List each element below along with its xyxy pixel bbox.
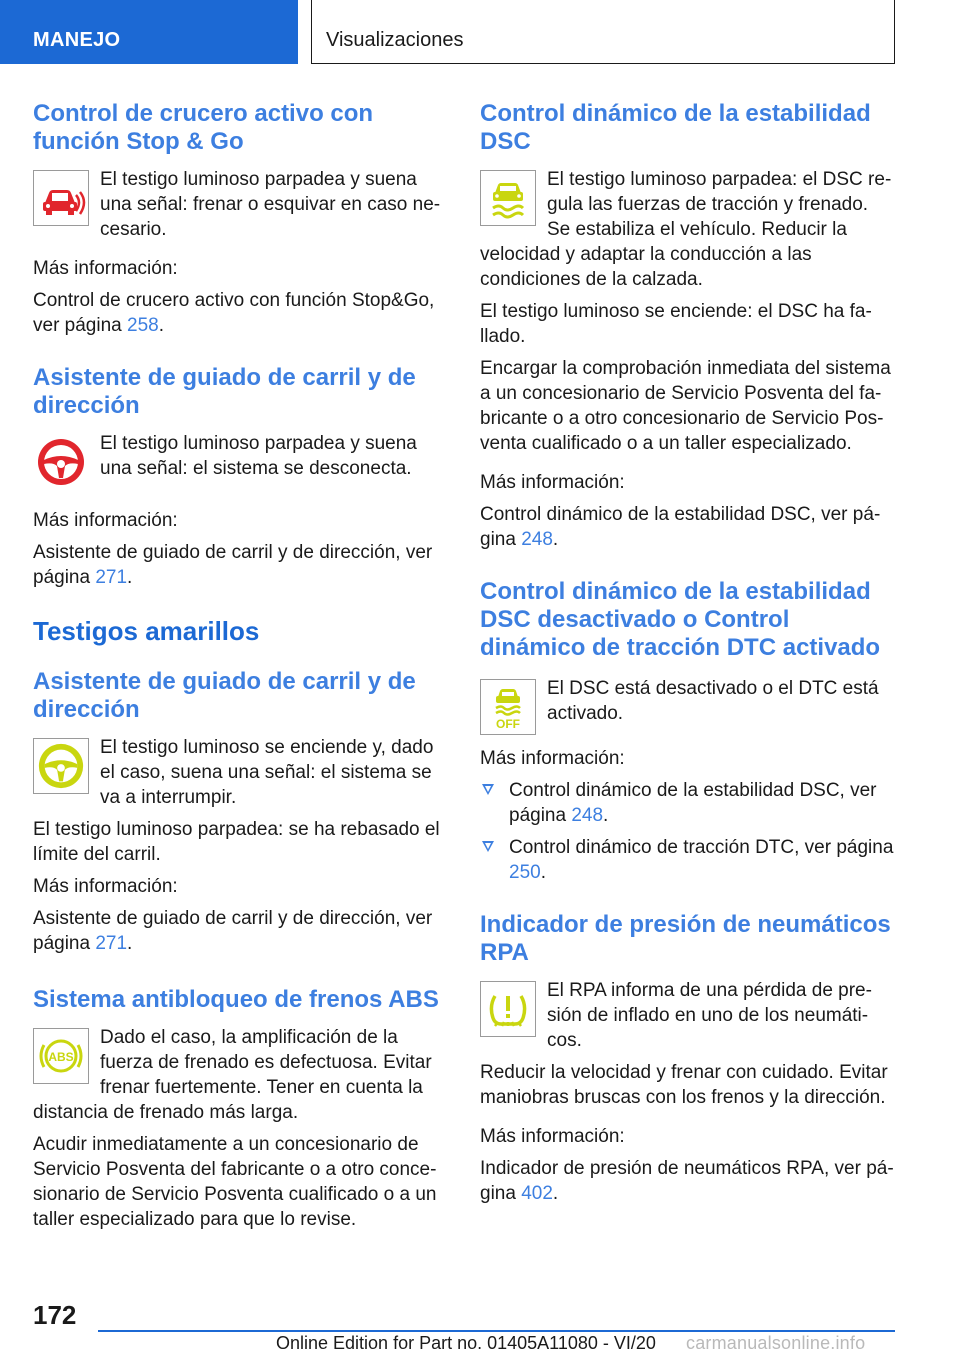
abs-icon-label: ABS xyxy=(48,1050,74,1064)
page-link-258[interactable]: 258 xyxy=(127,315,159,336)
page-link-248[interactable]: 248 xyxy=(521,529,553,550)
chapter-tab xyxy=(311,0,895,64)
heading-control-crucero: Control de crucero activo con función Stop & Go xyxy=(33,100,374,155)
section-tab xyxy=(0,0,298,64)
abs-warning-block xyxy=(33,1025,449,1125)
guiado-amarillo-icon-text: El testigo luminoso se enciende y, dado el caso, suena una señal: el sistema se va a interrumpir. xyxy=(100,737,434,808)
left-column xyxy=(33,100,449,1239)
guiado-amarillo-more-label: Más información: xyxy=(33,876,178,897)
dsc-off-icon xyxy=(480,679,536,735)
guiado-amarillo-warning-block xyxy=(33,735,449,810)
section-label: MANEJO xyxy=(33,29,121,51)
rpa-icon-text: El RPA informa de una pérdida de presión de inflado en uno de los neumáticos. xyxy=(547,980,872,1051)
distance-warning-icon xyxy=(33,170,89,226)
page-link-271-b[interactable]: 271 xyxy=(95,933,128,954)
heading-dsc: Control dinámico de la estabilidad DSC xyxy=(480,100,871,155)
page-link-271[interactable]: 271 xyxy=(95,567,128,588)
dsc-off-icon-label: OFF xyxy=(496,717,520,731)
right-column xyxy=(480,100,896,1213)
steering-wheel-red-icon xyxy=(33,434,89,490)
guiado-rojo-more-label: Más información: xyxy=(33,510,178,531)
tire-pressure-icon xyxy=(480,981,536,1037)
abs-icon-text: Dado el caso, la amplificación de la fuerza de frenado es defectuosa. Evitar frenar fuertemente. Tener en cuenta la distancia de frenado más larga. xyxy=(33,1027,432,1123)
dsc-icon-text: El testigo luminoso parpadea: el DSC regula las fuerzas de tracción y frenado. Se estabiliza el vehículo. Reducir la velocidad y adaptar la conducción a las condiciones de la calzada. xyxy=(480,169,892,290)
footer-divider xyxy=(98,1330,895,1332)
dsc-off-bullet-list xyxy=(480,778,896,885)
heading-abs: Sistema antibloqueo de frenos ABS xyxy=(33,986,439,1013)
heading-dsc-off: Control dinámico de la estabilidad DSC desactivado o Control dinámico de tracción DTC activado xyxy=(480,578,881,661)
heading-guiado-rojo: Asistente de guiado de carril y de dirección xyxy=(33,364,416,419)
rpa-warning-block xyxy=(480,978,896,1053)
crucero-warning-block xyxy=(33,167,449,242)
bullet-item: Control dinámico de tracción DTC, ver página 250. xyxy=(480,835,896,885)
dsc-off-icon-text: El DSC está desactivado o el DTC está activado. xyxy=(547,678,879,724)
guiado-rojo-icon-text: El testigo luminoso parpadea y suena una señal: el sistema se desconecta. xyxy=(100,433,417,479)
guiado-amarillo-para: El testigo luminoso parpadea: se ha rebasado el límite del carril. xyxy=(33,819,440,865)
rpa-reference: Indicador de presión de neumáticos RPA, ver página 402. xyxy=(480,1158,894,1204)
heading-rpa: Indicador de presión de neumáticos RPA xyxy=(480,911,891,966)
page-link-248-b[interactable]: 248 xyxy=(571,805,604,826)
dsc-para-2: El testigo luminoso se enciende: el DSC ha fallado. xyxy=(480,301,872,347)
watermark: carmanualsonline.info xyxy=(686,1333,866,1353)
rpa-para: Reducir la velocidad y frenar con cuidado. Evitar maniobras bruscas con los frenos y la dirección. xyxy=(480,1062,888,1108)
bullet-item: Control dinámico de la estabilidad DSC, ver página 248. xyxy=(480,778,896,828)
dsc-para-3: Encargar la comprobación inmediata del sistema a un concesionario de Servicio Posventa del fabricante o a otro concesionario de Servicio Posventa cualificado o a un taller especializado. xyxy=(480,358,891,454)
crucero-icon-text: El testigo luminoso parpadea y suena una señal: frenar o esquivar en caso necesario. xyxy=(100,169,441,240)
dsc-reference: Control dinámico de la estabilidad DSC, ver página 248. xyxy=(480,504,881,550)
dsc-warning-block xyxy=(480,167,896,292)
abs-warning-icon xyxy=(33,1028,89,1084)
guiado-amarillo-reference: Asistente de guiado de carril y de dirección, ver página 271. xyxy=(33,908,433,954)
chapter-title: Visualizaciones xyxy=(326,29,464,51)
abs-para: Acudir inmediatamente a un concesionario de Servicio Posventa del fabricante o a otro concesionario de Servicio Posventa cualificado o a un taller especializado para que lo revise. xyxy=(33,1134,437,1230)
triangle-bullet-icon xyxy=(482,841,494,852)
guiado-rojo-warning-block xyxy=(33,431,449,494)
dsc-off-block xyxy=(480,676,896,739)
dsc-more-label: Más información: xyxy=(480,472,625,493)
heading-testigos-amarillos: Testigos amarillos xyxy=(33,616,260,646)
page-link-250[interactable]: 250 xyxy=(509,862,541,883)
dsc-skid-icon xyxy=(480,170,536,226)
dsc-off-more-label: Más información: xyxy=(480,748,625,769)
crucero-reference: Control de crucero activo con función Stop&Go, ver página 258. xyxy=(33,290,435,336)
page-number: 172 xyxy=(33,1300,77,1330)
edition-text: Online Edition for Part no. 01405A11080 - VI/20 xyxy=(276,1333,656,1353)
crucero-more-label: Más información: xyxy=(33,258,178,279)
guiado-rojo-reference: Asistente de guiado de carril y de dirección, ver página 271. xyxy=(33,542,433,588)
steering-wheel-yellow-icon xyxy=(33,738,89,794)
heading-guiado-amarillo: Asistente de guiado de carril y de dirección xyxy=(33,668,416,723)
page-link-402[interactable]: 402 xyxy=(521,1183,553,1204)
rpa-more-label: Más información: xyxy=(480,1126,625,1147)
triangle-bullet-icon xyxy=(482,784,494,795)
